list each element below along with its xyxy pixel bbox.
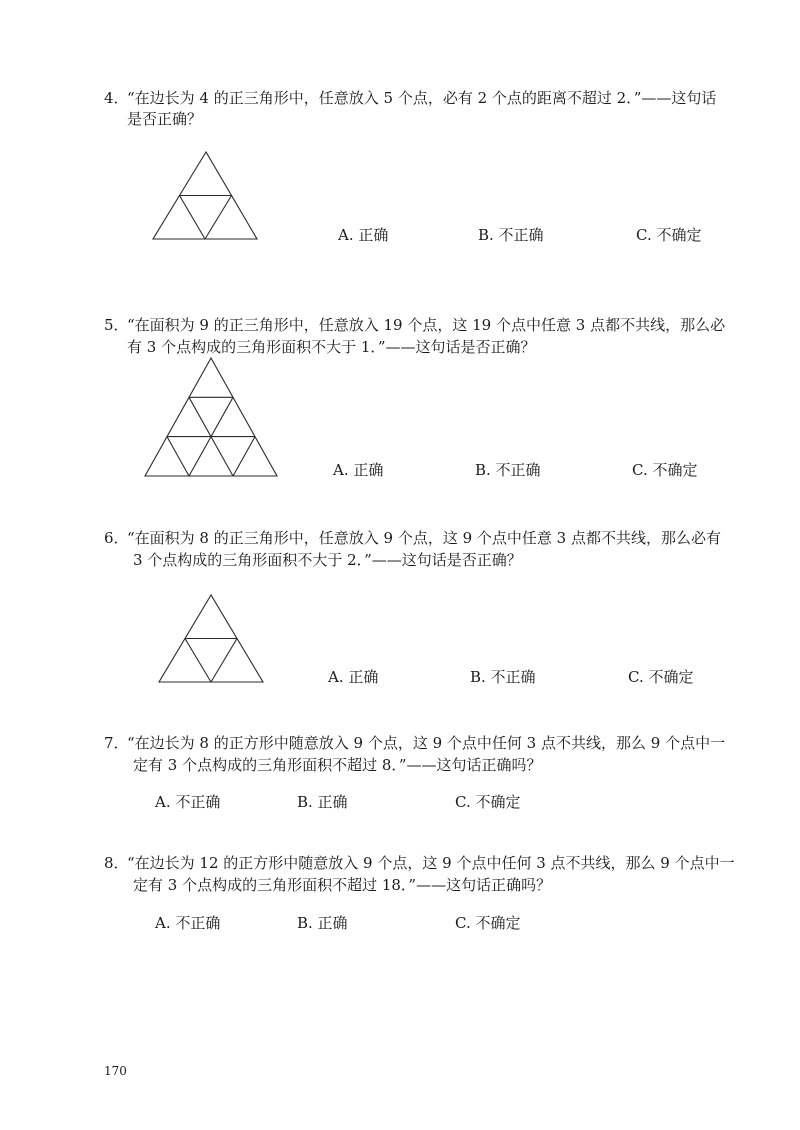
question-number: 6． — [104, 529, 129, 547]
question-number: 8． — [104, 854, 129, 872]
option-c[interactable]: C. 不确定 — [636, 226, 702, 244]
option-a[interactable]: A. 正确 — [333, 461, 384, 479]
question-number: 7． — [104, 734, 129, 752]
option-c[interactable]: C. 不确定 — [455, 793, 521, 811]
option-c[interactable]: C. 不确定 — [628, 668, 694, 686]
question-text-line-2: 3 个点构成的三角形面积不大于 2．”——这句话是否正确？ — [133, 551, 522, 569]
option-a[interactable]: A. 正确 — [338, 226, 389, 244]
option-a[interactable]: A. 不正确 — [155, 793, 221, 811]
option-a[interactable]: A. 正确 — [328, 668, 379, 686]
option-b[interactable]: B. 不正确 — [478, 226, 544, 244]
triangle-figure — [141, 355, 281, 479]
question-text-line-1: “在边长为 4 的正三角形中，任意放入 5 个点，必有 2 个点的距离不超过 2．”——这句话 — [127, 89, 717, 107]
midline — [211, 639, 237, 683]
triangle-figure — [156, 593, 266, 685]
question-text-line-1: “在面积为 9 的正三角形中，任意放入 19 个点，这 19 个点中任意 3 点都不共线，那么必 — [127, 316, 726, 334]
triangle-figure — [150, 150, 260, 242]
question-number: 5． — [104, 316, 129, 334]
question-text-line-1: “在边长为 8 的正方形中随意放入 9 个点，这 9 个点中任何 3 点不共线，那么 9 个点中一 — [127, 734, 726, 752]
option-b[interactable]: B. 不正确 — [475, 461, 541, 479]
outer-triangle — [145, 358, 277, 476]
option-b[interactable]: B. 正确 — [297, 914, 348, 932]
question-text-line-2: 是否正确？ — [127, 110, 203, 128]
question-text-line-2: 有 3 个点构成的三角形面积不大于 1．”——这句话是否正确？ — [127, 338, 536, 356]
question-text-line-2: 定有 3 个点构成的三角形面积不超过 8．”——这句话正确吗？ — [133, 756, 542, 774]
page-number: 170 — [104, 1064, 127, 1078]
option-b[interactable]: B. 不正确 — [470, 668, 536, 686]
option-c[interactable]: C. 不确定 — [632, 461, 698, 479]
question-number: 4． — [104, 89, 129, 107]
midline — [205, 196, 232, 240]
option-c[interactable]: C. 不确定 — [455, 914, 521, 932]
midline — [180, 196, 206, 240]
grid-line — [167, 437, 189, 476]
question-text-line-2: 定有 3 个点构成的三角形面积不超过 18．”——这句话正确吗？ — [133, 876, 552, 894]
option-b[interactable]: B. 正确 — [297, 793, 348, 811]
question-text-line-1: “在面积为 8 的正三角形中，任意放入 9 个点，这 9 个点中任意 3 点都不共线，那么必有 — [127, 529, 721, 547]
grid-line — [233, 437, 255, 476]
question-text-line-1: “在边长为 12 的正方形中随意放入 9 个点，这 9 个点中任何 3 点不共线，那么 9 个点中一 — [127, 854, 735, 872]
option-a[interactable]: A. 不正确 — [155, 914, 221, 932]
midline — [185, 639, 211, 683]
